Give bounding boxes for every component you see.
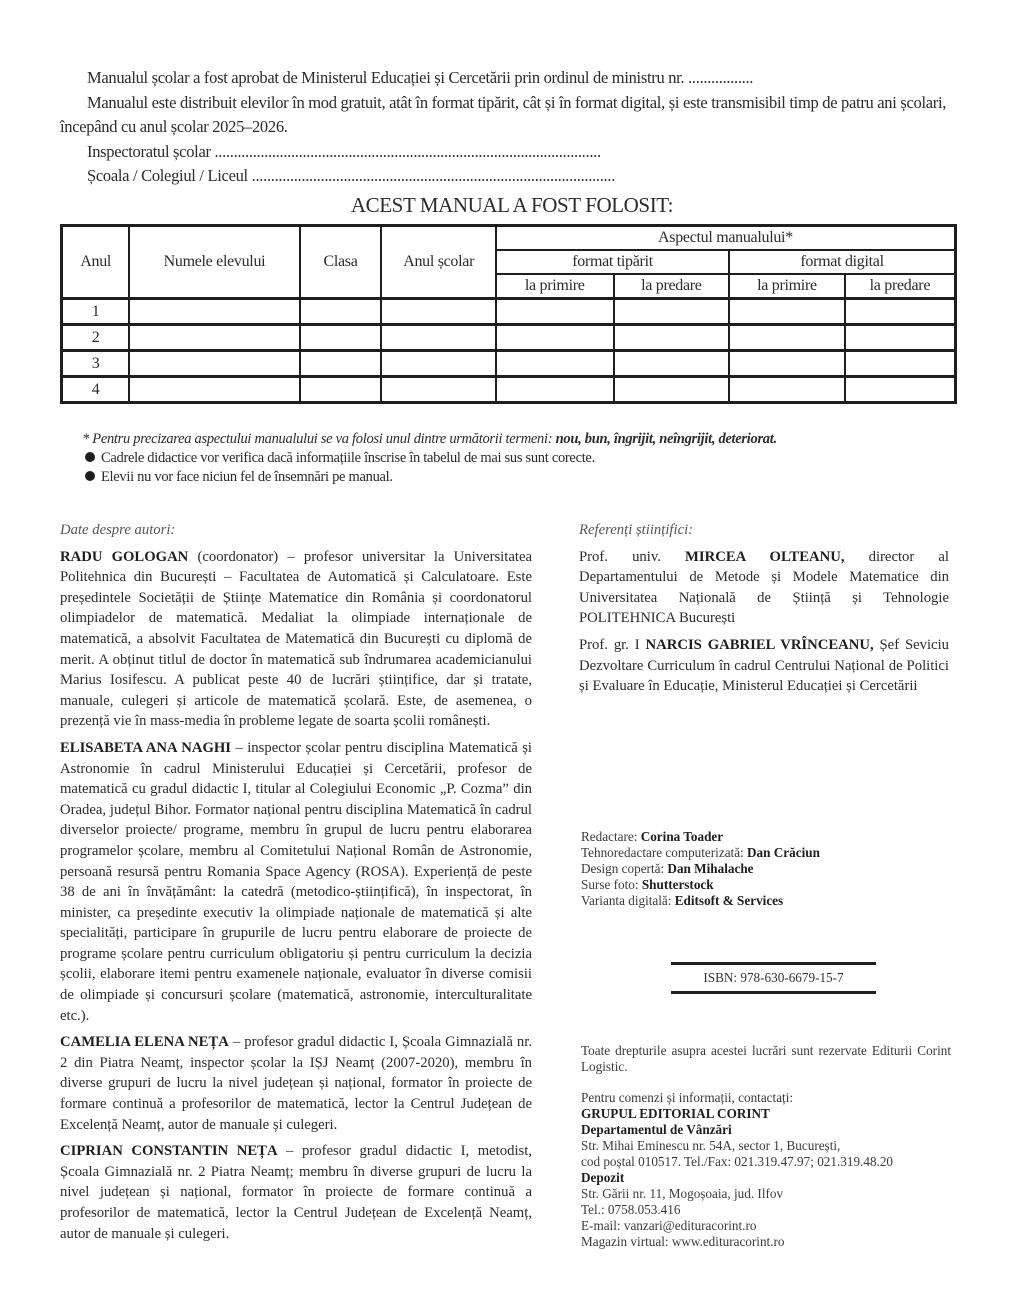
- cell-student-name[interactable]: [129, 325, 299, 351]
- intro-block: [60, 66, 960, 189]
- cell-printed-received[interactable]: [496, 351, 614, 377]
- isbn-block: [671, 962, 876, 994]
- cell-school-year[interactable]: [381, 377, 496, 403]
- credit-label: Redactare:: [581, 829, 641, 844]
- header-digital-received: la primire: [729, 274, 845, 299]
- warehouse-address: Str. Gării nr. 11, Mogoșoaia, jud. Ilfov: [581, 1186, 784, 1201]
- school-field: Școala / Colegiul / Liceul ...............................................................................................: [87, 166, 616, 185]
- usage-table-title: ACEST MANUAL A FOST FOLOSIT:: [350, 193, 674, 217]
- table-row: [62, 351, 956, 377]
- cell-digital-returned[interactable]: [845, 299, 956, 325]
- cell-school-year[interactable]: [381, 299, 496, 325]
- table-row: [62, 299, 956, 325]
- credit-label: Surse foto:: [581, 877, 642, 892]
- credits-block: [581, 829, 951, 909]
- reviewer-affiliation: Șef Seviciu Dezvoltare Curriculum în cadrul Centrului Național de Politici și Evaluare în Educație, Ministerul Educației și Cercetării: [579, 636, 949, 695]
- author-name: CIPRIAN CONSTANTIN NEȚA: [60, 1143, 278, 1160]
- notes-block: [82, 430, 962, 487]
- authors-section: [60, 520, 532, 1250]
- cell-digital-received[interactable]: [729, 299, 845, 325]
- cell-printed-returned[interactable]: [614, 351, 730, 377]
- cell-year: 1: [62, 299, 130, 325]
- inspectorate-field: Inspectoratul școlar .....................................................................................................: [87, 141, 601, 161]
- cell-digital-received[interactable]: [729, 351, 845, 377]
- cell-printed-received[interactable]: [496, 325, 614, 351]
- cell-student-name[interactable]: [129, 351, 299, 377]
- credit-line: [581, 877, 951, 893]
- author-name: RADU GOLOGAN: [60, 548, 189, 565]
- cell-class[interactable]: [300, 299, 382, 325]
- credit-label: Design copertă:: [581, 861, 668, 876]
- cell-class[interactable]: [300, 377, 382, 403]
- usage-table: [60, 224, 957, 404]
- authors-heading: Date despre autori:: [60, 522, 176, 538]
- cell-printed-received[interactable]: [496, 299, 614, 325]
- reviewer-name: MIRCEA OLTEANU,: [685, 548, 845, 565]
- reviewer-affiliation: director al Departamentului de Metode și Modele Matematice din Universitatea Națională de Știință și Tehnologie POLITEHNICA București: [579, 548, 949, 627]
- credit-line: [581, 829, 951, 845]
- header-printed-returned: la predare: [614, 274, 730, 299]
- cell-class[interactable]: [300, 325, 382, 351]
- header-student-name: Numele elevului: [129, 226, 299, 299]
- sales-department: Departamentul de Vânzări: [581, 1122, 732, 1137]
- header-printed: format tipărit: [496, 250, 729, 274]
- note-bullet-item: [82, 468, 962, 487]
- table-row: [62, 325, 956, 351]
- author-bio: – profesor gradul didactic I, metodist, Școala Gimnazială nr. 2 Piatra Neamț; membru în diverse grupuri de lucru la nivel județean și național, formator în proiecte de formare continuă a profesorilor de matematică, lector la Centrul Județean de Excelență Neamț, autor de manuale și culegeri.: [60, 1143, 533, 1242]
- table-row: [62, 377, 956, 403]
- author-entry: [60, 1141, 532, 1244]
- cell-student-name[interactable]: [129, 299, 299, 325]
- reviewers-section: [579, 520, 949, 703]
- contact-intro: Pentru comenzi și informații, contactați:: [581, 1090, 794, 1105]
- cell-printed-received[interactable]: [496, 377, 614, 403]
- cell-digital-received[interactable]: [729, 377, 845, 403]
- author-entry: [60, 1032, 532, 1135]
- cell-student-name[interactable]: [129, 377, 299, 403]
- cell-class[interactable]: [300, 351, 382, 377]
- footnote-text: * Pentru precizarea aspectului manualului se va folosi unul dintre următorii termeni:: [82, 431, 556, 447]
- reviewer-entry: [579, 547, 949, 629]
- credit-line: [581, 861, 951, 877]
- author-bio: – profesor gradul didactic I, Școala Gimnazială nr. 2 din Piatra Neamț, inspector școlar la IȘJ Neamț (2007-2020), membru în diverse grupuri de lucru la nivel județean și național, formator în proiecte de formare continuă a profesorilor de matematică, lector la Centrul Județean de Excelență Neamț, autor de manuale și culegeri.: [60, 1034, 533, 1133]
- isbn-bottom-rule: [671, 991, 876, 994]
- reviewers-heading: Referenți științifici:: [579, 522, 694, 538]
- note-text: Elevii nu vor face niciun fel de însemnări pe manual.: [101, 469, 393, 485]
- cell-school-year[interactable]: [381, 325, 496, 351]
- cell-digital-returned[interactable]: [845, 351, 956, 377]
- cell-digital-returned[interactable]: [845, 325, 956, 351]
- aspect-footnote: [82, 430, 962, 449]
- online-shop-link[interactable]: Magazin virtual: www.edituracorint.ro: [581, 1234, 785, 1249]
- cell-printed-returned[interactable]: [614, 299, 730, 325]
- credit-value: Editsoft & Services: [674, 893, 784, 908]
- cell-year: 2: [62, 325, 130, 351]
- cell-printed-returned[interactable]: [614, 377, 730, 403]
- author-entry: [60, 738, 532, 1026]
- header-digital: format digital: [729, 250, 955, 274]
- reviewer-entry: [579, 635, 949, 697]
- approval-text: Manualul școlar a fost aprobat de Ministerul Educației și Cercetării prin ordinul de ministru nr. .................: [87, 68, 754, 87]
- credit-label: Varianta digitală:: [581, 893, 675, 908]
- credit-line: [581, 893, 951, 909]
- header-school-year: Anul școlar: [381, 226, 496, 299]
- note-bullet-item: [82, 449, 962, 468]
- isbn-text: ISBN: 978-630-6679-15-7: [703, 970, 844, 985]
- contact-email[interactable]: E-mail: vanzari@edituracorint.ro: [581, 1218, 757, 1233]
- warehouse-phone: Tel.: 0758.053.416: [581, 1202, 681, 1217]
- rights-notice: Toate drepturile asupra acestei lucrări sunt rezervate Editurii Corint Logistic.: [581, 1043, 951, 1074]
- credit-value: Corina Toader: [640, 829, 724, 844]
- reviewer-title: Prof. gr. I: [579, 636, 646, 653]
- sales-phone: cod poștal 010517. Tel./Fax: 021.319.47.97; 021.319.48.20: [581, 1154, 894, 1169]
- footnote-terms: nou, bun, îngrijit, neîngrijit, deteriorat.: [555, 431, 777, 447]
- distribution-text: Manualul este distribuit elevilor în mod gratuit, atât în format tipărit, cât și în format digital, și este transmisibil timp de patru ani școlari, începând cu anul școlar 2025–2026.: [60, 92, 947, 136]
- bullet-icon: [85, 452, 95, 462]
- credit-label: Tehnoredactare computerizată:: [581, 845, 748, 860]
- warehouse-heading: Depozit: [581, 1170, 625, 1185]
- sales-address: Str. Mihai Eminescu nr. 54A, sector 1, București,: [581, 1138, 841, 1153]
- note-text: Cadrele didactice vor verifica dacă informațiile înscrise în tabelul de mai sus sunt corecte.: [101, 450, 595, 466]
- credit-value: Dan Mihalache: [667, 861, 754, 876]
- bullet-icon: [85, 471, 95, 481]
- credit-value: Dan Crăciun: [747, 845, 820, 860]
- reviewer-title: Prof. univ.: [579, 548, 686, 565]
- author-entry: [60, 547, 532, 732]
- author-name: CAMELIA ELENA NEȚA: [60, 1034, 229, 1051]
- header-printed-received: la primire: [496, 274, 614, 299]
- cell-year: 4: [62, 377, 130, 403]
- author-name: ELISABETA ANA NAGHI: [60, 739, 232, 756]
- header-class: Clasa: [300, 226, 382, 299]
- cell-printed-returned[interactable]: [614, 325, 730, 351]
- header-aspect: Aspectul manualului*: [496, 226, 956, 251]
- credit-value: Shutterstock: [641, 877, 714, 892]
- author-bio: (coordonator) – profesor universitar la Universitatea Politehnica din București – Facultatea de Automatică și Calculatoare. Este președintele Societății de Științe Matematice din România și coordonatorul olimpiadelor de matematică. Medaliat la olimpiade internaționale de matematică, a absolvit Facultatea de Matematică din București cu diplomă de merit. A obținut titlul de doctor în matematică sub îndrumarea academicianului Marius Iosifescu. A publicat peste 40 de lucrări științifice, dar și tratate, manuale, culegeri și articole de matematică școlară. Este, de asemenea, o prezență vie în mass-media în probleme legate de soarta școlii românești.: [60, 548, 532, 730]
- header-digital-returned: la predare: [845, 274, 956, 299]
- cell-digital-returned[interactable]: [845, 377, 956, 403]
- header-year: Anul: [62, 226, 130, 299]
- author-bio: – inspector școlar pentru disciplina Matematică și Astronomie în cadrul Ministerului Educației și Cercetării, profesor de matematică cu gradul didactic I, titular al Colegiului Economic „P. Cozma” din Oradea, județul Bihor. Formator național pentru disciplina Matematică în cadrul diverselor proiecte/ programe, membru în grupul de lucru pentru elaborarea programelor școlare, membru al Comitetului Național Român de Astronomie, persoană resursă pentru Romania Space Agency (ROSA). Experiență de peste 38 de ani în învățământ: la catedră (metodico-științifică), în inspectorat, în minister, ca președinte executiv la olimpiade naționale de matematică și alte specialități, participare în grupurile de lucru pentru elaborare de proiecte de programe școlare pentru curriculum obligatoriu și pentru curriculum la decizia școlii, elaborare itemi pentru examenele naționale, evaluator în diverse comisii de olimpiade și concursuri școlare (matematică, astronomie, interculturalitate etc.).: [60, 739, 533, 1024]
- reviewer-name: NARCIS GABRIEL VRÎNCEANU,: [645, 636, 874, 653]
- contact-block: [581, 1090, 951, 1250]
- cell-digital-received[interactable]: [729, 325, 845, 351]
- cell-year: 3: [62, 351, 130, 377]
- cell-school-year[interactable]: [381, 351, 496, 377]
- credit-line: [581, 845, 951, 861]
- publisher-name: GRUPUL EDITORIAL CORINT: [581, 1106, 770, 1121]
